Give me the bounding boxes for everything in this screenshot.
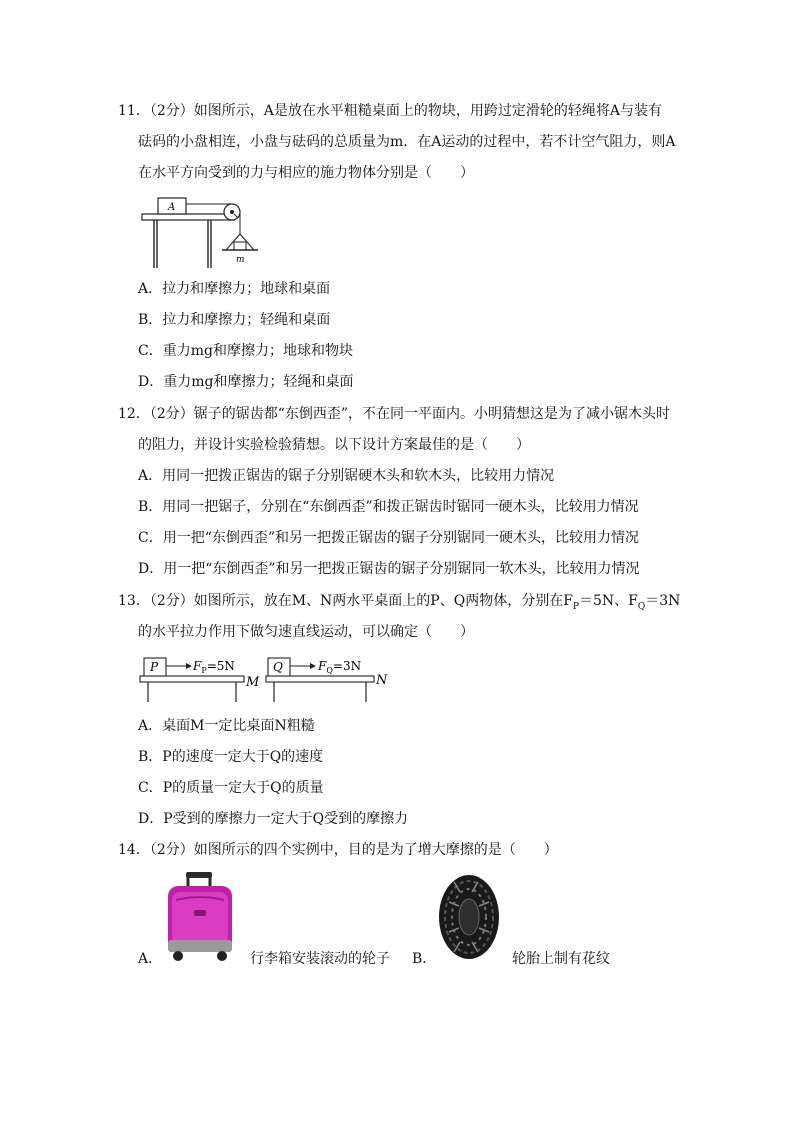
q12-option-d: D．用一把“东倒西歪”和另一把拨正锯齿的锯子分别锯同一软木头，比较用力情况 bbox=[138, 561, 640, 577]
q11-option-c: C．重力mg和摩擦力；地球和物块 bbox=[138, 343, 353, 359]
q13-figure bbox=[138, 652, 398, 704]
q11-option-d: D．重力mg和摩擦力；轻绳和桌面 bbox=[138, 374, 354, 390]
q14-stem-line1: 14．（2分）如图所示的四个实例中，目的是为了增大摩擦的是（ ） bbox=[118, 842, 558, 858]
q12-option-c: C．用一把“东倒西歪”和另一把拨正锯齿的锯子分别锯同一硬木头，比较用力情况 bbox=[138, 530, 640, 546]
q11-option-b: B．拉力和摩擦力；轻绳和桌面 bbox=[138, 312, 331, 328]
table-m-label: M bbox=[246, 675, 260, 690]
block-a-label: A bbox=[168, 202, 176, 213]
q11-stem-line2: 砝码的小盘相连，小盘与砝码的总质量为m．在A运动的过程中，若不计空气阻力，则A bbox=[138, 134, 676, 150]
mass-label: m bbox=[236, 255, 245, 265]
q13-option-a: A．桌面M一定比桌面N粗糙 bbox=[138, 718, 315, 734]
force-p-label: $F_P=5N$ bbox=[193, 659, 235, 675]
q14-option-a-letter: A． bbox=[138, 951, 163, 967]
q13-option-c: C．P的质量一定大于Q的质量 bbox=[138, 780, 324, 796]
q13-stem-line2: 的水平拉力作用下做匀速直线运动，可以确定（ ） bbox=[138, 624, 474, 640]
block-q-label: Q bbox=[273, 660, 283, 674]
q12-stem-line2: 的阻力，并设计实验检验猜想。以下设计方案最佳的是（ ） bbox=[138, 437, 530, 453]
q11-option-a: A．拉力和摩擦力；地球和桌面 bbox=[138, 281, 331, 297]
table-n-label: N bbox=[376, 673, 388, 688]
q14-option-b-letter: B． bbox=[412, 951, 437, 967]
q13-option-d: D．P受到的摩擦力一定大于Q受到的摩擦力 bbox=[138, 811, 409, 827]
q13-option-b: B．P的速度一定大于Q的速度 bbox=[138, 749, 324, 765]
q11-figure bbox=[138, 192, 288, 272]
q14-option-b-text: 轮胎上制有花纹 bbox=[512, 951, 610, 967]
q12-option-b: B．用同一把锯子，分别在“东倒西歪”和拨正锯齿时锯同一硬木头，比较用力情况 bbox=[138, 499, 639, 515]
q11-stem-line3: 在水平方向受到的力与相应的施力物体分别是（ ） bbox=[138, 165, 474, 181]
block-p-label: P bbox=[150, 660, 159, 674]
luggage-icon bbox=[164, 870, 236, 964]
tire-icon bbox=[434, 872, 504, 962]
q14-option-a-text: 行李箱安装滚动的轮子 bbox=[250, 951, 390, 967]
q13-stem-line1: 13．（2分）如图所示，放在M、N两水平桌面上的P、Q两物体，分别在$F_P=5N$、$F_Q=3N$ bbox=[118, 593, 681, 612]
force-q-label: $F_Q=3N$ bbox=[318, 659, 362, 675]
q11-stem-line1: 11．（2分）如图所示，A是放在水平粗糙桌面上的物块，用跨过定滑轮的轻绳将A与装有 bbox=[118, 103, 662, 119]
q12-stem-line1: 12．（2分）锯子的锯齿都“东倒西歪”，不在同一平面内。小明猜想这是为了减小锯木头时 bbox=[118, 406, 671, 422]
q12-option-a: A．用同一把拨正锯齿的锯子分别锯硬木头和软木头，比较用力情况 bbox=[138, 468, 555, 484]
